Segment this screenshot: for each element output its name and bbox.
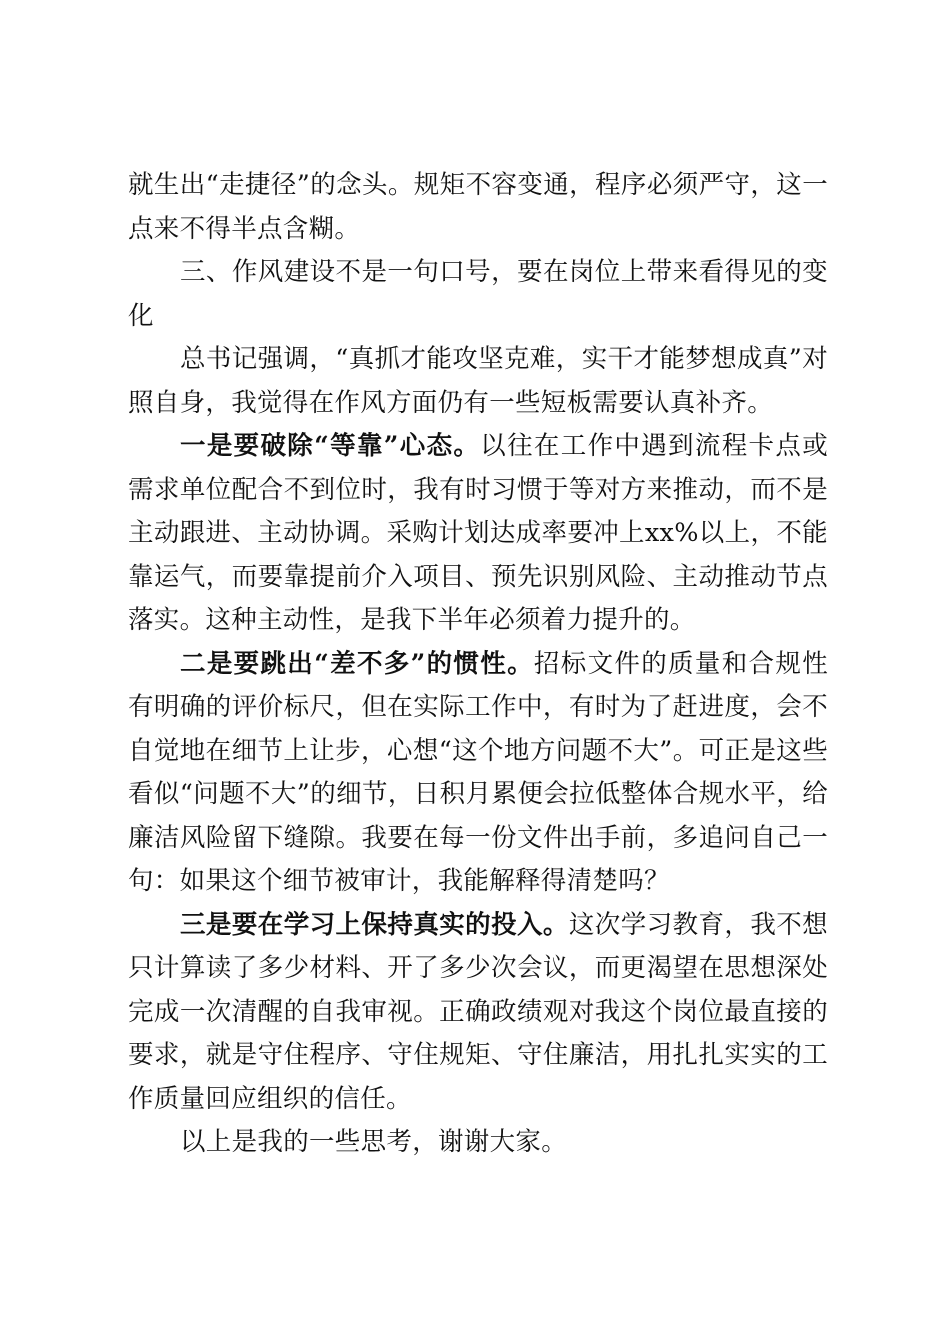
paragraph-point-three (128, 904, 828, 1122)
paragraph-text: 总书记强调，“真抓才能攻坚克难，实干才能梦想成真”对照自身，我觉得在作风方面仍有一些短板需要认真补齐。 (128, 344, 828, 418)
paragraph-text: 就生出“走捷径”的念头。规矩不容变通，程序必须严守，这一点来不得半点含糊。 (128, 170, 828, 244)
paragraph-lead: 三是要在学习上保持真实的投入。 (180, 909, 569, 940)
paragraph-text: 以往在工作中遇到流程卡点或需求单位配合不到位时，我有时习惯于等对方来推动，而不是主动跟进、主动协调。采购计划达成率要冲上xx%以上，不能靠运气，而要靠提前介入项目、预先识别风险、主动推动节点落实。这种主动性，是我下半年必须着力提升的。 (128, 431, 828, 635)
paragraph-text: 以上是我的一些思考，谢谢大家。 (180, 1127, 568, 1157)
paragraph-point-one (128, 425, 828, 643)
paragraph-continuation (128, 164, 828, 251)
paragraph-intro (128, 338, 828, 425)
paragraph-closing (128, 1121, 828, 1165)
paragraph-lead: 一是要破除“等靠”心态。 (180, 431, 481, 461)
paragraph-text: 这次学习教育，我不想只计算读了多少材料、开了多少次会议，而更渴望在思想深处完成一次清醒的自我审视。正确政绩观对我这个岗位最直接的要求，就是守住程序、守住规矩、守住廉洁，用扎扎实实的工作质量回应组织的信任。 (128, 909, 828, 1114)
paragraph-lead: 二是要跳出“差不多”的惯性。 (180, 648, 534, 679)
section-heading (128, 251, 828, 338)
section-heading-text: 三、作风建设不是一句口号，要在岗位上带来看得见的变化 (128, 257, 828, 331)
document-page (128, 164, 828, 1165)
paragraph-point-two (128, 643, 828, 904)
paragraph-text: 招标文件的质量和合规性有明确的评价标尺，但在实际工作中，有时为了赶进度，会不自觉地在细节上让步，心想“这个地方问题不大”。可正是这些看似“问题不大”的细节，日积月累便会拉低整体合规水平，给廉洁风险留下缝隙。我要在每一份文件出手前，多追问自己一句：如果这个细节被审计，我能解释得清楚吗？ (128, 648, 828, 896)
